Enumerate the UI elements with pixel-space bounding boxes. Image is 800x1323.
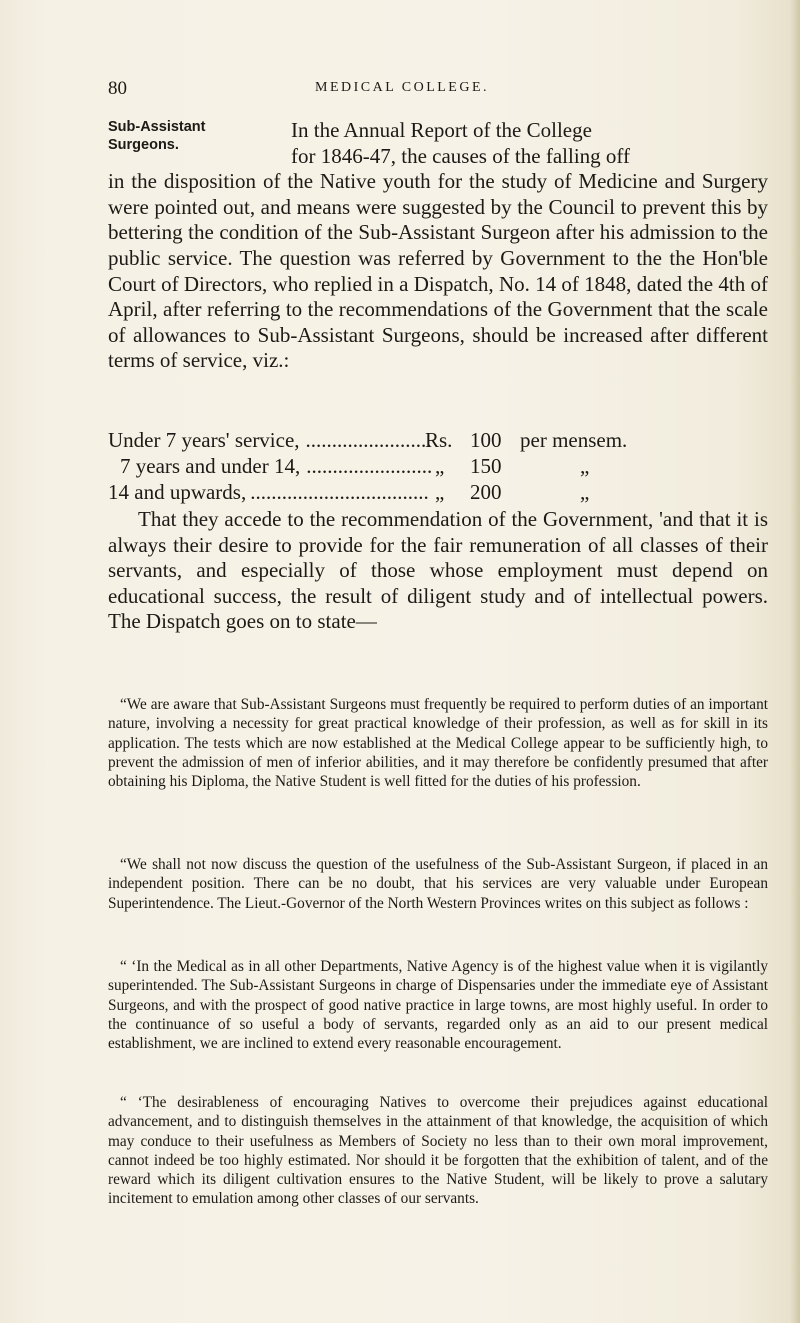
- page-header: [0, 78, 800, 102]
- allowance-currency: Rs.: [425, 428, 453, 452]
- allowance-currency: „: [435, 480, 445, 504]
- opening-paragraph: [108, 118, 768, 374]
- dispatch-quote-4: “ ‘The desirableness of encouraging Natives to overcome their prejudices against educational advancement, and to distinguish themselves in the attainment of that knowledge, the acquisition of which may conduce to their usefulness as Members of Society no less than to their own moral improvement, cannot indeed be too highly estimated. Nor should it be forgotten that the exhibition of talent, and of the reward which its diligent cultivation ensures to the Native Student, will be likely to prove a salutary incitement to emulation among other classes of our servants.: [108, 1094, 768, 1208]
- dispatch-quote-1: “We are aware that Sub-Assistant Surgeons must frequently be required to perform duties of an important nature, involving a necessity for great practical knowledge of their profession, as well as for skill in its application. The tests which are now established at the Medical College appear to be sufficiently high, to prevent the admission of men of inferior abilities, and it may therefore be confidently presumed that after obtaining his Diploma, the Native Student is well fitted for the duties of his profession.: [108, 696, 768, 791]
- page-edge-shadow: [790, 0, 800, 1323]
- allowance-unit: „: [580, 480, 590, 504]
- allowance-unit: „: [580, 454, 590, 478]
- allowance-row: [108, 427, 768, 453]
- allowance-row: [108, 453, 768, 479]
- sidenote-line-2: Surgeons.: [108, 137, 179, 153]
- allowance-term: Under 7 years' service,: [108, 428, 300, 452]
- allowance-unit: per mensem.: [520, 428, 628, 452]
- dispatch-quote-2: “We shall not now discuss the question of the usefulness of the Sub-Assistant Surgeon, if placed in an independent position. There can be no doubt, that his services are very valuable under European Superintendence. The Lieut.-Governor of the North Western Provinces writes on this subject as follows :: [108, 856, 768, 912]
- leader-dots: ........................: [305, 428, 432, 452]
- allowance-currency: „: [435, 454, 445, 478]
- allowance-amount: 150: [470, 454, 502, 478]
- opening-paragraph-rest: in the disposition of the Native youth for the study of Medicine and Surgery were pointed out, and means were suggested by the Council to prevent this by bettering the condition of the Sub-Assistant Surgeon after his admission to the public service. The question was referred by Government to the the Hon'ble Court of Directors, who replied in a Dispatch, No. 14 of 1848, dated the 4th of April, after referring to the recommendations of the Government that the scale of allowances to Sub-Assistant Surgeons, should be increased after different terms of service, viz.:: [108, 169, 768, 373]
- leader-dots: ..................................: [250, 480, 429, 504]
- allowance-amount: 100: [470, 428, 502, 452]
- allowance-amount: 200: [470, 480, 502, 504]
- opening-line-1: In the Annual Report of the College: [291, 118, 592, 142]
- sidenote-line-1: Sub-Assistant: [108, 119, 206, 135]
- allowance-term: 7 years and under 14,: [120, 454, 301, 478]
- page-number: 80: [108, 78, 127, 99]
- allowance-scale: [108, 427, 768, 505]
- running-head: MEDICAL COLLEGE.: [315, 80, 490, 95]
- allowance-term: 14 and upwards,: [108, 480, 247, 504]
- leader-dots: ........................: [306, 454, 433, 478]
- opening-line-2: for 1846-47, the causes of the falling off: [291, 143, 631, 168]
- allowance-row: [108, 479, 768, 505]
- second-paragraph: That they accede to the recommendation of the Government, 'and that it is always their desire to provide for the fair remuneration of all classes of their servants, and especially of those whose employment must depend on educational success, the result of diligent study and of intellectual powers. The Dispatch goes on to state—: [108, 507, 768, 634]
- dispatch-quote-3: “ ‘In the Medical as in all other Departments, Native Agency is of the highest value when it is vigilantly superintended. The Sub-Assistant Surgeons in charge of Dispensaries under the immediate eye of Assistant Surgeons, and with the prospect of good native practice in large towns, are most highly useful. In order to the continuance of so useful a body of servants, regarded only as an aid to our present medical establishment, we are inclined to extend every reasonable encouragement.: [108, 958, 768, 1053]
